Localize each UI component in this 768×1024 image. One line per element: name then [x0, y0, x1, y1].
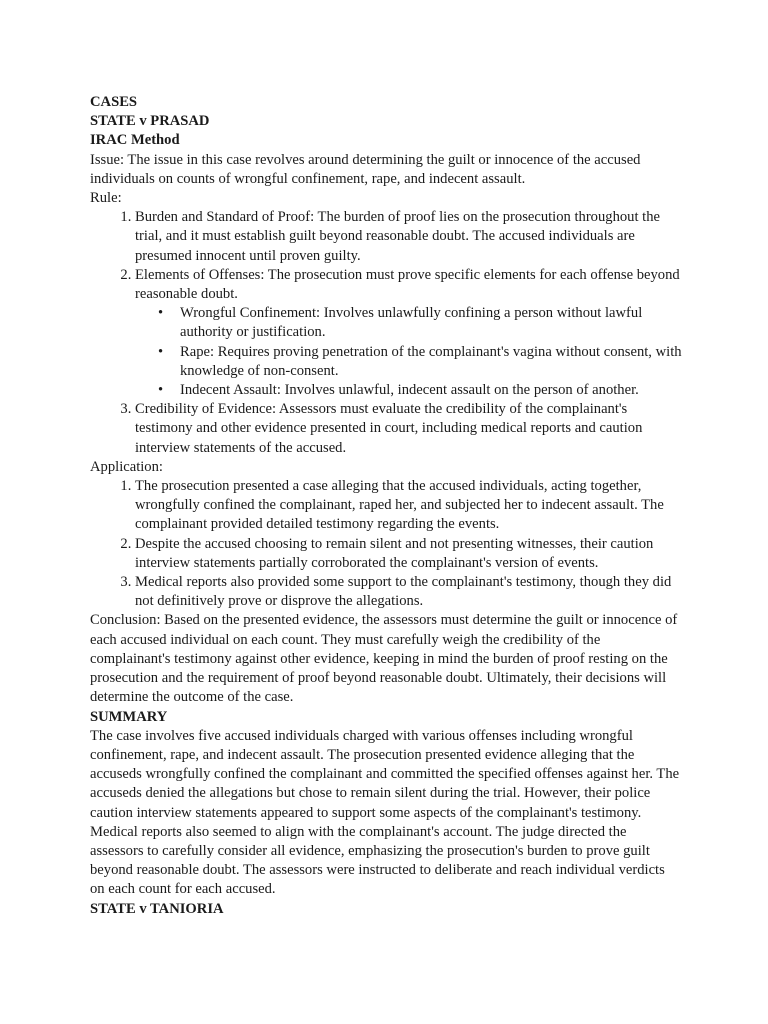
- next-case-title: STATE v TANIORIA: [90, 900, 224, 917]
- document-heading: CASES: [90, 94, 138, 110]
- application-item: 1. The prosecution presented a case alleging that the accused individuals, acting together, wrongfully confined the complainant, raped her, and subjected her to indecent assault. The complainant provided detailed testimony regarding the events.: [135, 477, 682, 535]
- issue-paragraph: Issue: The issue in this case revolves around determining the guilt or innocence of the accused individuals on counts of wrongful confinement, rape, and indecent assault.: [90, 151, 641, 187]
- application-list: [90, 477, 682, 611]
- summary-heading: SUMMARY: [90, 708, 168, 725]
- conclusion-paragraph: Conclusion: Based on the presented evidence, the assessors must determine the guilt or innocence of each accused individual on each count. They must carefully weigh the credibility of the complainant's testimony against other evidence, keeping in mind the burden of proof resting on the prosecution and the requirement of proof beyond reasonable doubt. Ultimately, their decisions will determine the outcome of the case.: [90, 612, 678, 706]
- element-item: [158, 343, 682, 381]
- method-heading: IRAC Method: [90, 132, 180, 149]
- rule-item-text: Elements of Offenses: The prosecution must prove specific elements for each offense beyond reasonable doubt.: [135, 266, 680, 303]
- element-item-text: Rape: Requires proving penetration of the complainant's vagina without consent, with knowledge of non-consent.: [180, 343, 682, 379]
- summary-paragraph: The case involves five accused individuals charged with various offenses including wrongful confinement, rape, and indecent assault. The prosecution presented evidence alleging that the accuseds wrongfully confined the complainant and committed the specified offenses against her. The accuseds denied the allegations but chose to remain silent during the trial. However, their police caution interview statements appeared to support some aspects of the complainant's testimony. Medical reports also seemed to align with the complainant's account. The judge directed the assessors to carefully consider all evidence, emphasizing the prosecution's burden to prove guilt beyond reasonable doubt. The assessors were instructed to deliberate and reach individual verdicts on each count for each accused.: [90, 727, 680, 898]
- rule-label: Rule:: [90, 190, 122, 207]
- bullet-icon: •: [158, 343, 164, 360]
- bullet-icon: •: [158, 382, 164, 399]
- rule-list: [90, 208, 682, 458]
- application-item: 3. Medical reports also provided some support to the complainant's testimony, though they did not definitively prove or disprove the allegations.: [135, 573, 682, 611]
- rule-item: [135, 266, 682, 400]
- bullet-icon: •: [158, 305, 164, 322]
- element-item-text: Indecent Assault: Involves unlawful, indecent assault on the person of another.: [180, 382, 639, 399]
- application-item: 2. Despite the accused choosing to remain silent and not presenting witnesses, their caution interview statements partially corroborated the complainant's version of events.: [135, 535, 682, 573]
- case-title: STATE v PRASAD: [90, 113, 210, 130]
- element-item: [158, 304, 682, 342]
- rule-item: 3. Credibility of Evidence: Assessors must evaluate the credibility of the complainant's testimony and other evidence presented in court, including medical reports and caution interview statements of the accused.: [135, 400, 682, 458]
- elements-list: [135, 304, 682, 400]
- element-item: [158, 381, 682, 400]
- application-label: Application:: [90, 458, 163, 475]
- element-item-text: Wrongful Confinement: Involves unlawfully confining a person without lawful authority or justification.: [180, 305, 643, 341]
- document-page: [90, 93, 682, 919]
- rule-item: 1. Burden and Standard of Proof: The burden of proof lies on the prosecution throughout the trial, and it must establish guilt beyond reasonable doubt. The accused individuals are presumed innocent until proven guilty.: [135, 208, 682, 266]
